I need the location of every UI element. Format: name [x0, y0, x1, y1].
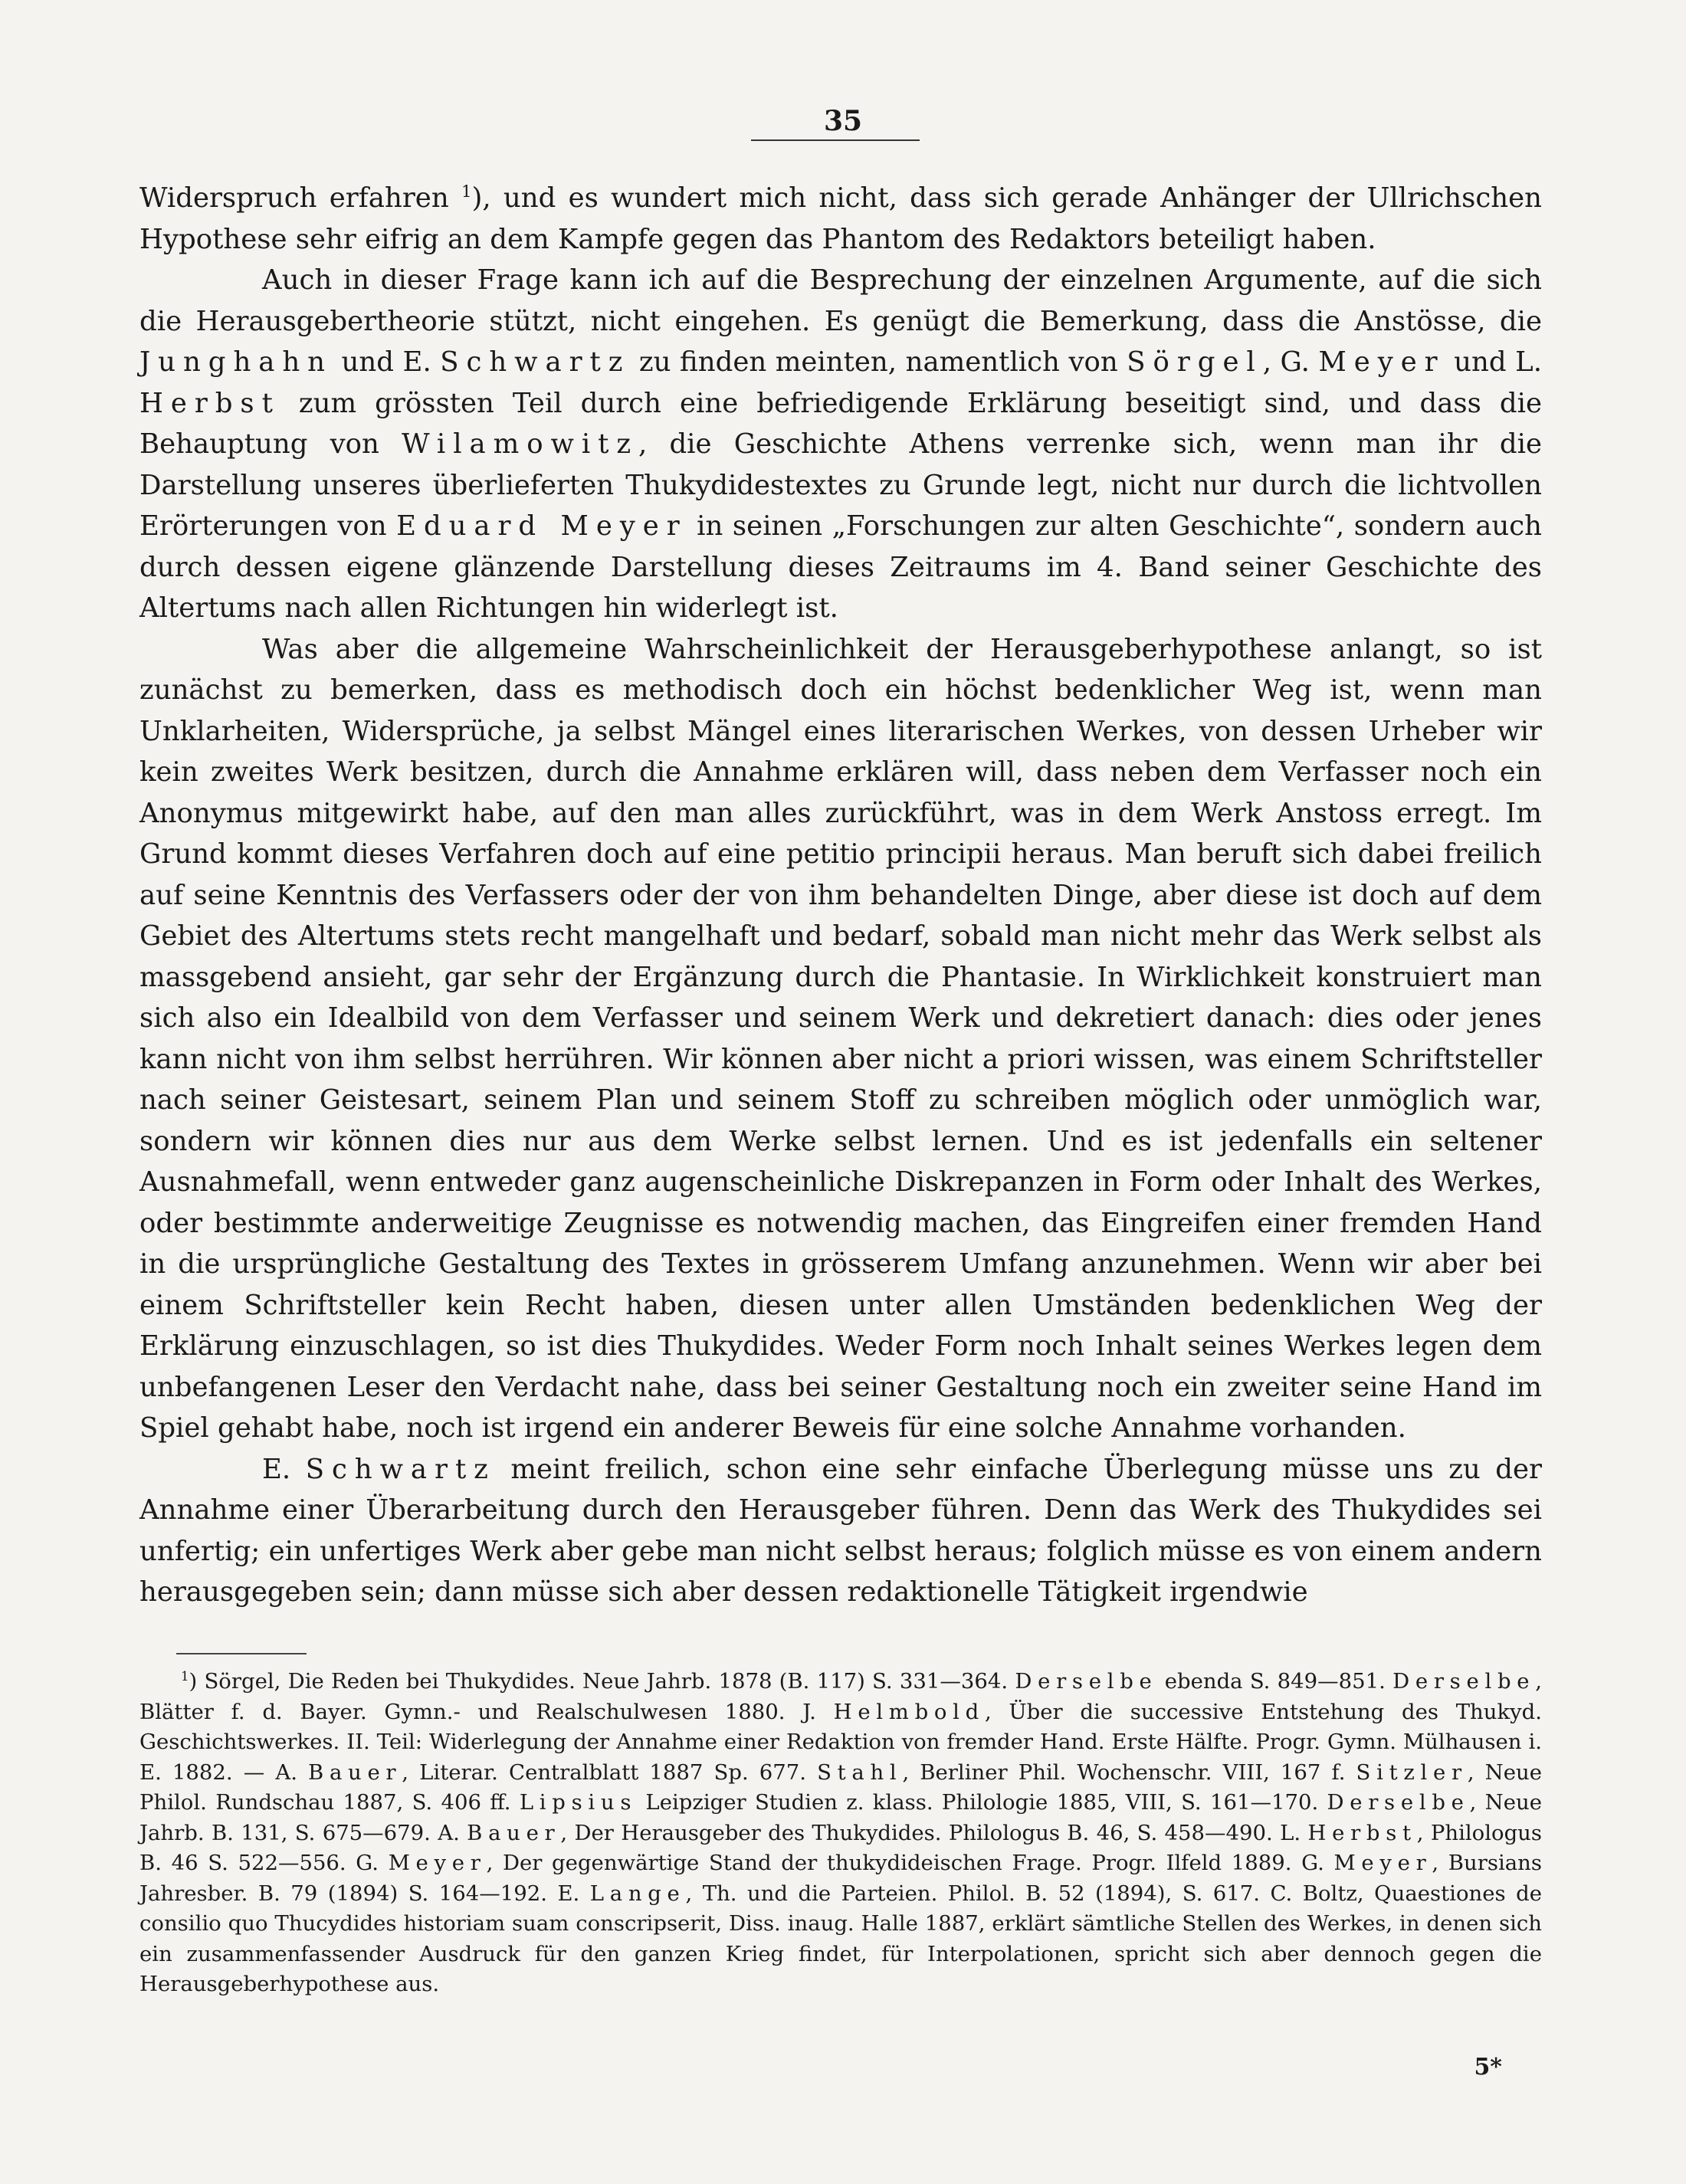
author-name: Stahl: [817, 1759, 903, 1785]
text-run: Was aber die allgemeine Wahrscheinlichkeit der Herausgeberhypothese anlangt, so ist zunächst zu bemerken, dass es methodisch doch ein höchst bedenklicher Weg ist, wenn man Unklarheiten, Widersprüche, ja selbst Mängel eines literarischen Werkes, von dessen Urheber wir kein zweites Werk besitzen, durch die Annahme erklären will, dass neben dem Verfasser noch ein Anonymus mitgewirkt habe, auf den man alles zurückführt, was in dem Werk Anstoss erregt. Im Grund kommt dieses Verfahren doch auf eine petitio principii heraus. Man beruft sich dabei freilich auf seine Kenntnis des Verfassers oder der von ihm behandelten Dinge, aber diese ist doch auf dem Gebiet des Altertums stets recht mangelhaft und bedarf, sobald man nicht mehr das Werk selbst als massgebend ansieht, gar sehr der Ergänzung durch die Phantasie. In Wirklichkeit konstruiert man sich also ein Idealbild von dem Verfasser und seinem Werk und dekretiert danach: dies oder jenes kann nicht von ihm selbst herrühren. Wir können aber nicht a priori wissen, was einem Schriftsteller nach seiner Geistesart, seinem Plan und seinem Stoff zu schreiben möglich oder unmöglich war, sondern wir können dies nur aus dem Werke selbst lernen. Und es ist jedenfalls ein seltener Ausnahmefall, wenn entweder ganz augenscheinliche Diskrepanzen in Form oder Inhalt des Werkes, oder bestimmte anderweitige Zeugnisse es notwendig machen, das Eingreifen einer fremden Hand in die ursprüngliche Gestaltung des Textes in grösserem Umfang anzunehmen. Wenn wir aber bei einem Schriftsteller kein Recht haben, diesen unter allen Umständen bedenklichen Weg der Erklärung einzuschlagen, so ist dies Thukydides. Weder Form noch Inhalt seines Werkes legen dem unbefangenen Leser den Verdacht nahe, dass bei seiner Gestaltung noch ein zweiter seine Hand im Spiel gehabt habe, noch ist irgend ein anderer Beweis für eine solche Annahme vorhanden.: [139, 633, 1542, 1444]
author-name: Derselbe: [1392, 1669, 1536, 1694]
author-name: Lange: [589, 1881, 686, 1906]
text-run: , Th. und die Parteien. Philol. B. 52 (1894), S. 617. C. Boltz, Quaestiones de consilio quo Thucydides historiam suam conscripserit, Diss. inaug. Halle 1887, erklärt sämtliche Stellen des Werkes, in denen sich ein zusammenfassender Ausdruck für den ganzen Krieg findet, für Interpolationen, spricht sich aber dennoch gegen die Herausgeberhypothese aus.: [139, 1881, 1542, 1996]
text-run: , Blätter f. d. Bayer. Gymn.- und Realschulwesen 1880. J.: [139, 1669, 1542, 1724]
text-run: , G.: [1262, 346, 1319, 378]
page-number-rule: [751, 139, 920, 141]
author-name: Junghahn: [139, 346, 333, 378]
author-name: Wilamowitz: [402, 428, 638, 460]
text-run: in seinen „Forschungen zur alten Geschichte“, sondern auch durch dessen eigene glänzende Darstellung dieses Zeitraums im 4. Band seiner Geschichte des Altertums nach allen Richtungen hin widerlegt ist.: [139, 510, 1542, 624]
body-paragraph: [139, 178, 1542, 260]
signature-mark: 5*: [1474, 2054, 1502, 2081]
text-run: ), und es wundert mich nicht, dass sich gerade Anhänger der Ullrichschen Hypothese sehr eifrig an dem Kampfe gegen das Phantom des Redaktors beteiligt haben.: [139, 182, 1542, 255]
text-run: , Literar. Centralblatt 1887 Sp. 677.: [402, 1759, 818, 1785]
author-name: Lipsius: [519, 1790, 638, 1815]
text-run: , Bursians Jahresber. B. 79 (1894) S. 164—192. E.: [139, 1851, 1542, 1906]
page-number: 35: [823, 105, 863, 137]
text-run: , Neue Philol. Rundschau 1887, S. 406 ff.: [139, 1759, 1542, 1815]
text-run: , Der gegenwärtige Stand der thukydideischen Frage. Progr. Ilfeld 1889. G.: [486, 1851, 1334, 1875]
text-run: , Berliner Phil. Wochenschr. VIII, 167 f.: [902, 1759, 1356, 1785]
text-run: Widerspruch erfahren: [139, 182, 461, 214]
author-name: Bauer: [308, 1759, 402, 1785]
author-name: Sitzler: [1356, 1759, 1468, 1785]
text-run: , Über die successive Entstehung des Thukyd. Geschichtswerkes. II. Teil: Widerlegung der Annahme einer Redaktion von fremder Hand. Erste Hälfte. Progr. Gymn. Mülhausen i. E. 1882. — A.: [139, 1699, 1543, 1785]
footnote-rule: [176, 1653, 307, 1654]
body-paragraph: [139, 1449, 1542, 1613]
footnote-marker[interactable]: 1: [461, 182, 472, 202]
text-run: E.: [262, 1453, 306, 1485]
text-run: , Der Herausgeber des Thukydides. Philologus B. 46, S. 458—490. L.: [560, 1820, 1308, 1845]
body-paragraph: [139, 629, 1542, 1449]
author-name: Derselbe: [1327, 1790, 1470, 1815]
author-name: Derselbe: [1015, 1669, 1158, 1694]
author-name: Herbst: [1307, 1820, 1417, 1845]
author-name: Schwartz: [305, 1453, 496, 1485]
author-name: Schwartz: [440, 346, 631, 378]
author-name: Herbst: [139, 387, 280, 419]
text-run: , Neue Jahrb. B. 131, S. 675—679. A.: [139, 1790, 1542, 1845]
author-name: Bauer: [467, 1820, 561, 1845]
footnote-paragraph: [139, 1667, 1542, 2000]
author-name: Sörgel: [1127, 346, 1263, 378]
footnote-marker[interactable]: 1: [181, 1668, 189, 1684]
footnotes: [139, 1667, 1542, 2000]
body-paragraph: [139, 260, 1542, 629]
text-run: und L.: [1445, 346, 1542, 378]
author-name: Eduard Meyer: [396, 510, 687, 542]
author-name: Meyer: [1318, 346, 1445, 378]
body-text: [139, 178, 1542, 1613]
text-run: Leipziger Studien z. klass. Philologie 1885, VIII, S. 161—170.: [637, 1790, 1327, 1815]
text-run: meint freilich, schon eine sehr einfache Überlegung müsse uns zu der Annahme einer Überarbeitung durch den Herausgeber führen. Denn das Werk des Thukydides sei unfertig; ein unfertiges Werk aber gebe man nicht selbst heraus; folglich müsse es von einem andern herausgegeben sein; dann müsse sich aber dessen redaktionelle Tätigkeit irgendwie: [139, 1453, 1542, 1608]
text-run: und E.: [332, 346, 441, 378]
text-run: ebenda S. 849—851.: [1157, 1669, 1393, 1694]
author-name: Meyer: [388, 1851, 487, 1875]
author-name: Meyer: [1333, 1851, 1432, 1875]
text-run: , Philologus B. 46 S. 522—556. G.: [139, 1820, 1543, 1875]
text-run: ) Sörgel, Die Reden bei Thukydides. Neue Jahrb. 1878 (B. 117) S. 331—364.: [189, 1669, 1015, 1694]
text-run: Auch in dieser Frage kann ich auf die Besprechung der einzelnen Argumente, auf die sich die Herausgebertheorie stützt, nicht eingehen. Es genügt die Bemerkung, dass die Anstösse, die: [139, 264, 1542, 337]
text-run: zu finden meinten, namentlich von: [630, 346, 1127, 378]
text-run: zum grössten Teil durch eine befriedigende Erklärung beseitigt sind, und dass die Behauptung von: [139, 387, 1542, 460]
author-name: Helmbold: [833, 1699, 985, 1724]
text-run: , die Geschichte Athens verrenke sich, wenn man ihr die Darstellung unseres überlieferten Thukydidestextes zu Grunde legt, nicht nur durch die lichtvollen Erörterungen von: [139, 428, 1542, 542]
